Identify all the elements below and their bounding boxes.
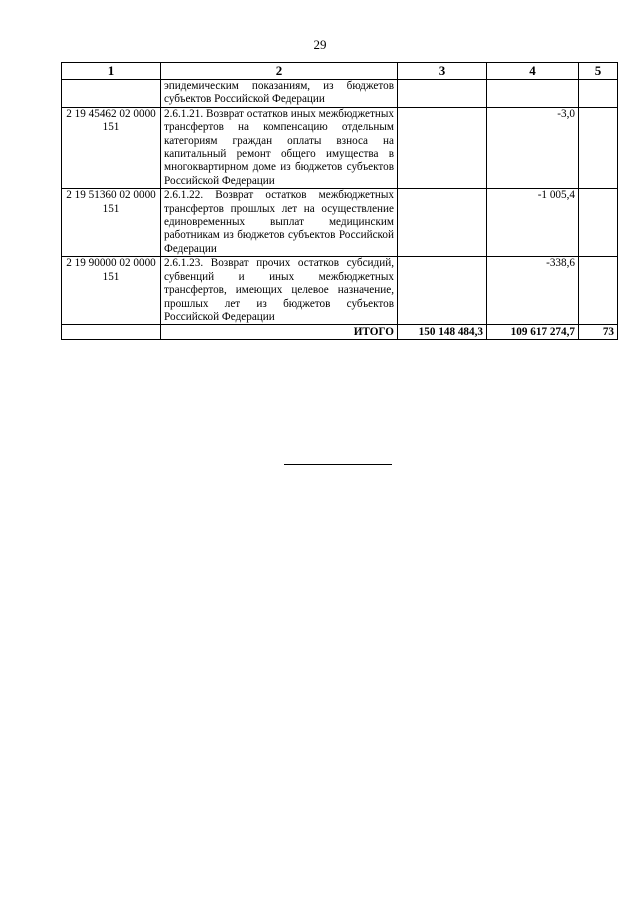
total-row [62, 325, 618, 340]
description-cell: 2.6.1.23. Возврат прочих остатков субсидий, субвенций и иных межбюджетных трансфертов, имеющих целевое назначение, прошлых лет из бюджетов субъектов Российской Федерации [161, 257, 398, 325]
table-row [62, 80, 618, 108]
description-cell: эпидемическим показаниям, из бюджетов субъектов Российской Федерации [161, 80, 398, 108]
code-cell: 2 19 51360 02 0000 151 [62, 189, 161, 257]
actual-cell: -1 005,4 [487, 189, 579, 257]
percent-cell [579, 107, 618, 188]
plan-cell [398, 107, 487, 188]
plan-cell [398, 189, 487, 257]
code-cell: 2 19 90000 02 0000 151 [62, 257, 161, 325]
column-header-3: 3 [398, 63, 487, 80]
percent-cell [579, 80, 618, 108]
budget-table [61, 62, 618, 340]
end-rule-divider [284, 464, 392, 465]
column-header-2: 2 [161, 63, 398, 80]
code-cell: 2 19 45462 02 0000 151 [62, 107, 161, 188]
table-row [62, 257, 618, 325]
plan-cell [398, 80, 487, 108]
page-number: 29 [313, 37, 327, 52]
total-empty-cell [62, 325, 161, 340]
percent-cell [579, 189, 618, 257]
total-label: ИТОГО [161, 325, 398, 340]
column-header-5: 5 [579, 63, 618, 80]
total-percent: 73 [579, 325, 618, 340]
actual-cell: -3,0 [487, 107, 579, 188]
code-cell [62, 80, 161, 108]
percent-cell [579, 257, 618, 325]
column-header-1: 1 [62, 63, 161, 80]
table-row [62, 189, 618, 257]
plan-cell [398, 257, 487, 325]
actual-cell: -338,6 [487, 257, 579, 325]
total-plan: 150 148 484,3 [398, 325, 487, 340]
column-header-4: 4 [487, 63, 579, 80]
description-cell: 2.6.1.22. Возврат остатков межбюджетных трансфертов прошлых лет на осуществление единовременных выплат медицинским работникам из бюджетов субъектов Российской Федерации [161, 189, 398, 257]
table-row [62, 107, 618, 188]
total-actual: 109 617 274,7 [487, 325, 579, 340]
actual-cell [487, 80, 579, 108]
description-cell: 2.6.1.21. Возврат остатков иных межбюджетных трансфертов на компенсацию отдельным категориям граждан оплаты взноса на капитальный ремонт общего имущества в многоквартирном доме из бюджетов субъектов Российской Федерации [161, 107, 398, 188]
table-header-row [62, 63, 618, 80]
